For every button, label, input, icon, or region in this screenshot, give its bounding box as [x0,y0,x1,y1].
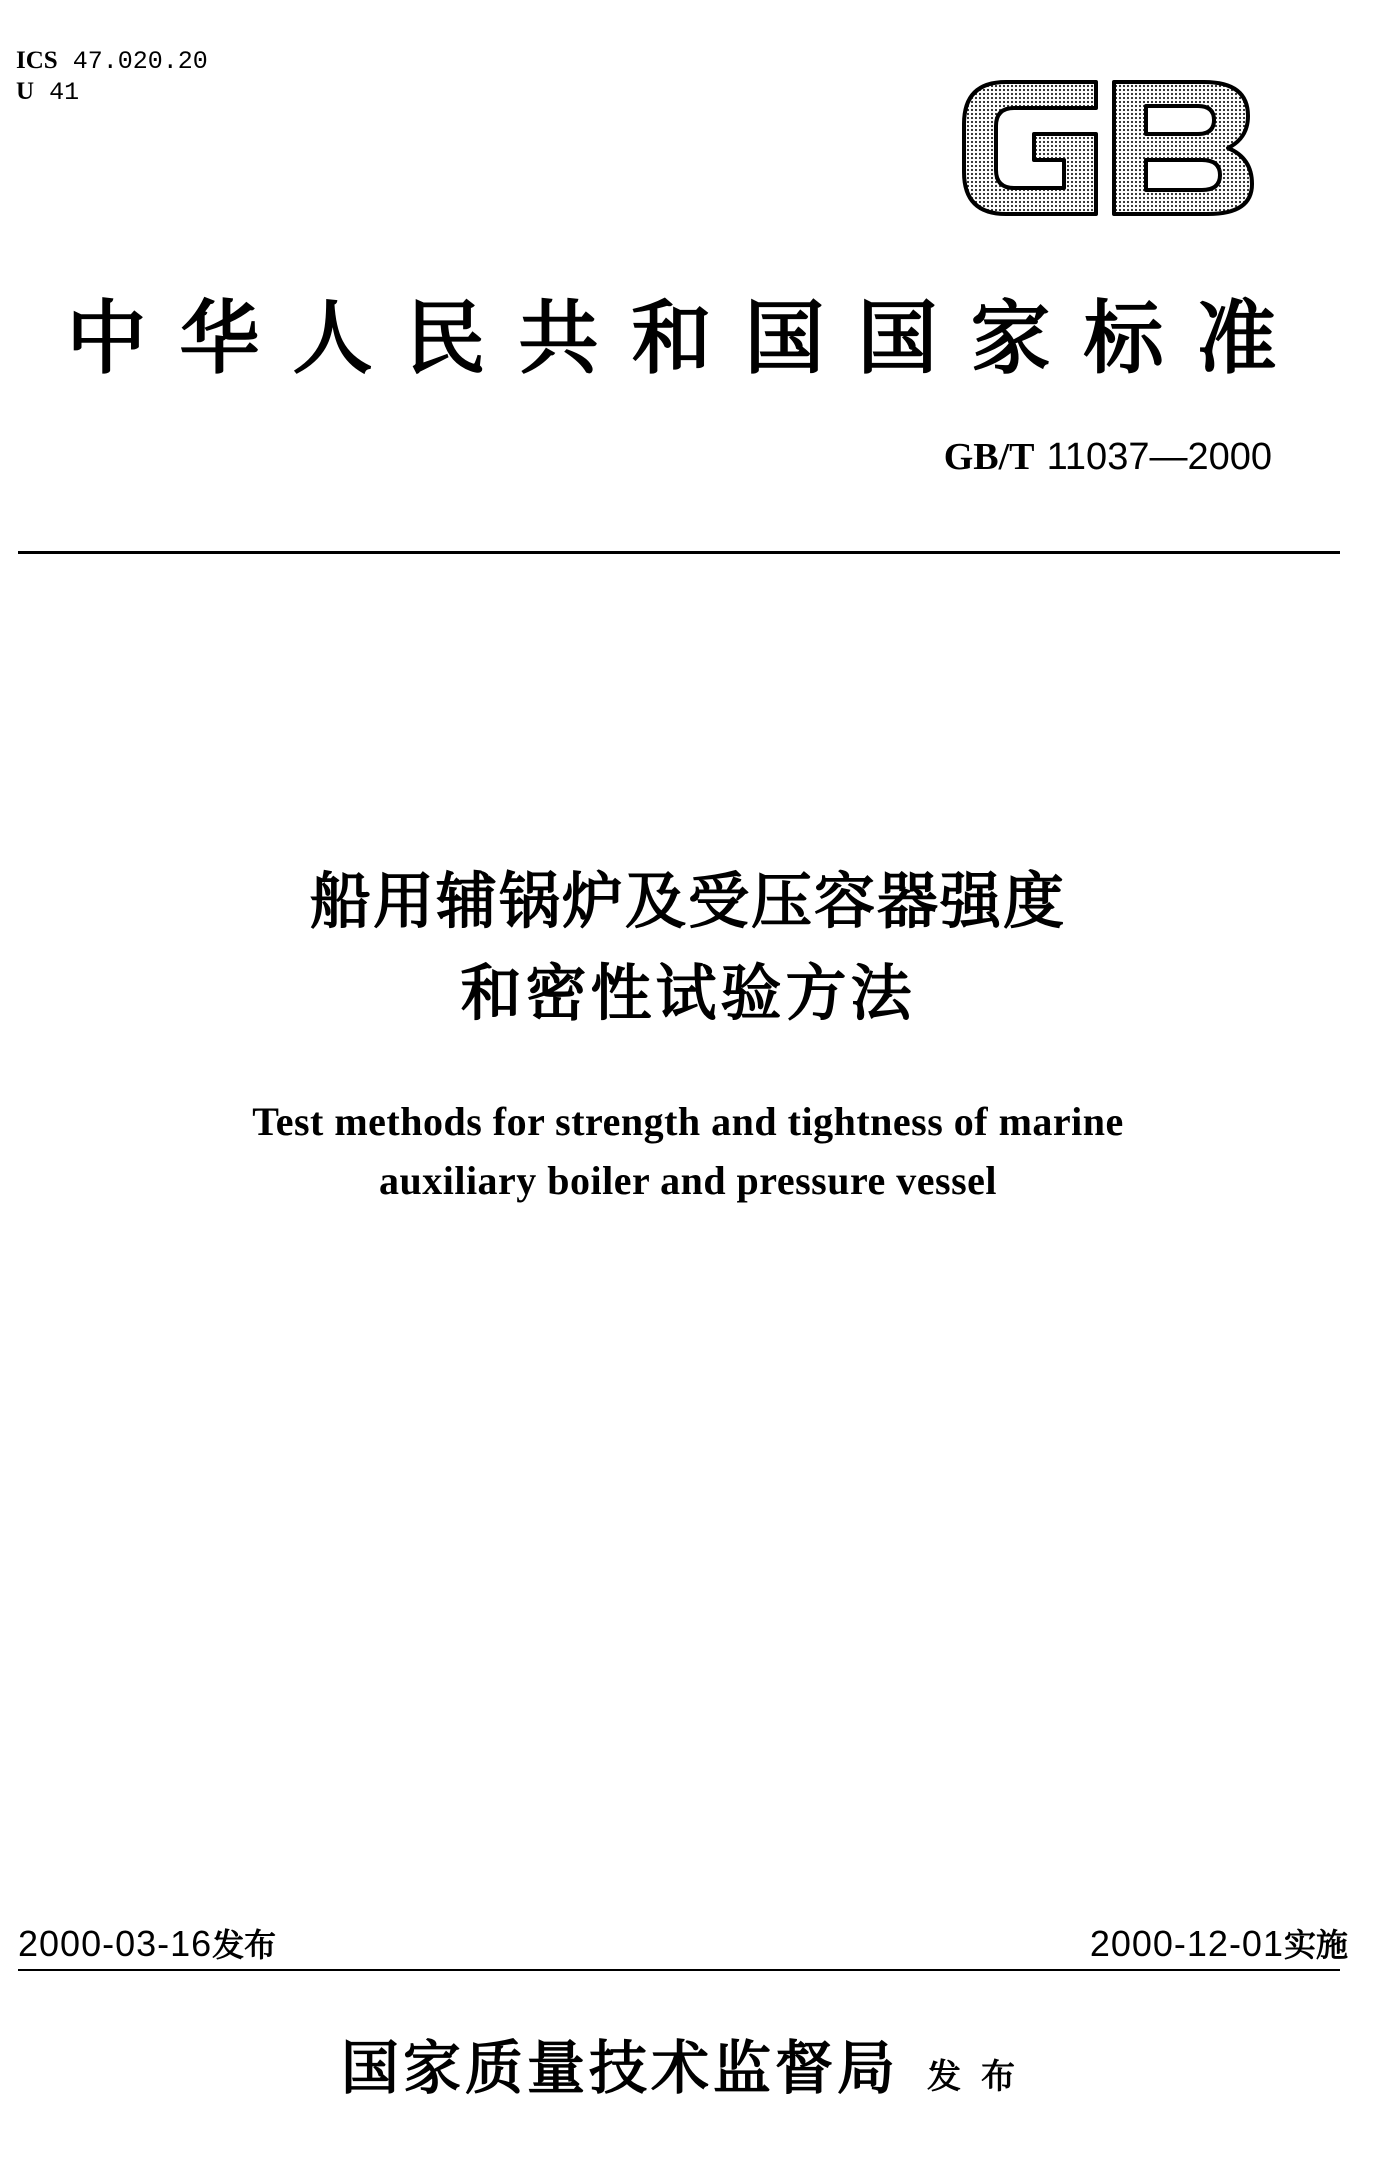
implementation-date-value: 2000-12-01 [1089,1923,1284,1964]
standard-prefix: GB/T [943,436,1035,478]
issue-date-value: 2000-03-16 [18,1923,213,1964]
national-standard-banner: 中华人民共和国国家标准 [66,291,1310,385]
ics-label: ICS [16,47,58,74]
issuer-action: 发布 [927,2057,1035,2097]
ccs-code-line [16,77,208,108]
english-title-line-2: auxiliary boiler and pressure vessel [378,1158,998,1203]
gb-logo-g-letter [964,82,1096,214]
issuer-name: 国家质量技术监督局 [340,2034,899,2102]
standard-code: 11037—2000 [1046,436,1272,478]
standard-number [944,434,1272,479]
issue-date-word: 发布 [212,1926,277,1964]
chinese-title-line-2: 和密性试验方法 [460,958,916,1029]
issuer-line [0,2030,1376,2121]
ccs-value: 41 [49,78,80,107]
ccs-label: U [16,78,35,105]
ics-code-line [16,46,208,77]
top-divider [18,551,1340,554]
implementation-date [1090,1922,1348,1967]
english-title-line-1: Test methods for strength and tightness of marine [252,1099,1124,1144]
classification-codes [16,46,208,108]
issue-date [18,1922,276,1967]
ics-value: 47.020.20 [72,47,208,76]
chinese-title-line-1: 船用辅锅炉及受压容器强度 [309,866,1066,937]
gb-logo-icon [958,72,1260,224]
gb-logo-b-letter [1114,82,1252,214]
implementation-date-word: 实施 [1283,1926,1348,1964]
bottom-divider [18,1969,1340,1971]
